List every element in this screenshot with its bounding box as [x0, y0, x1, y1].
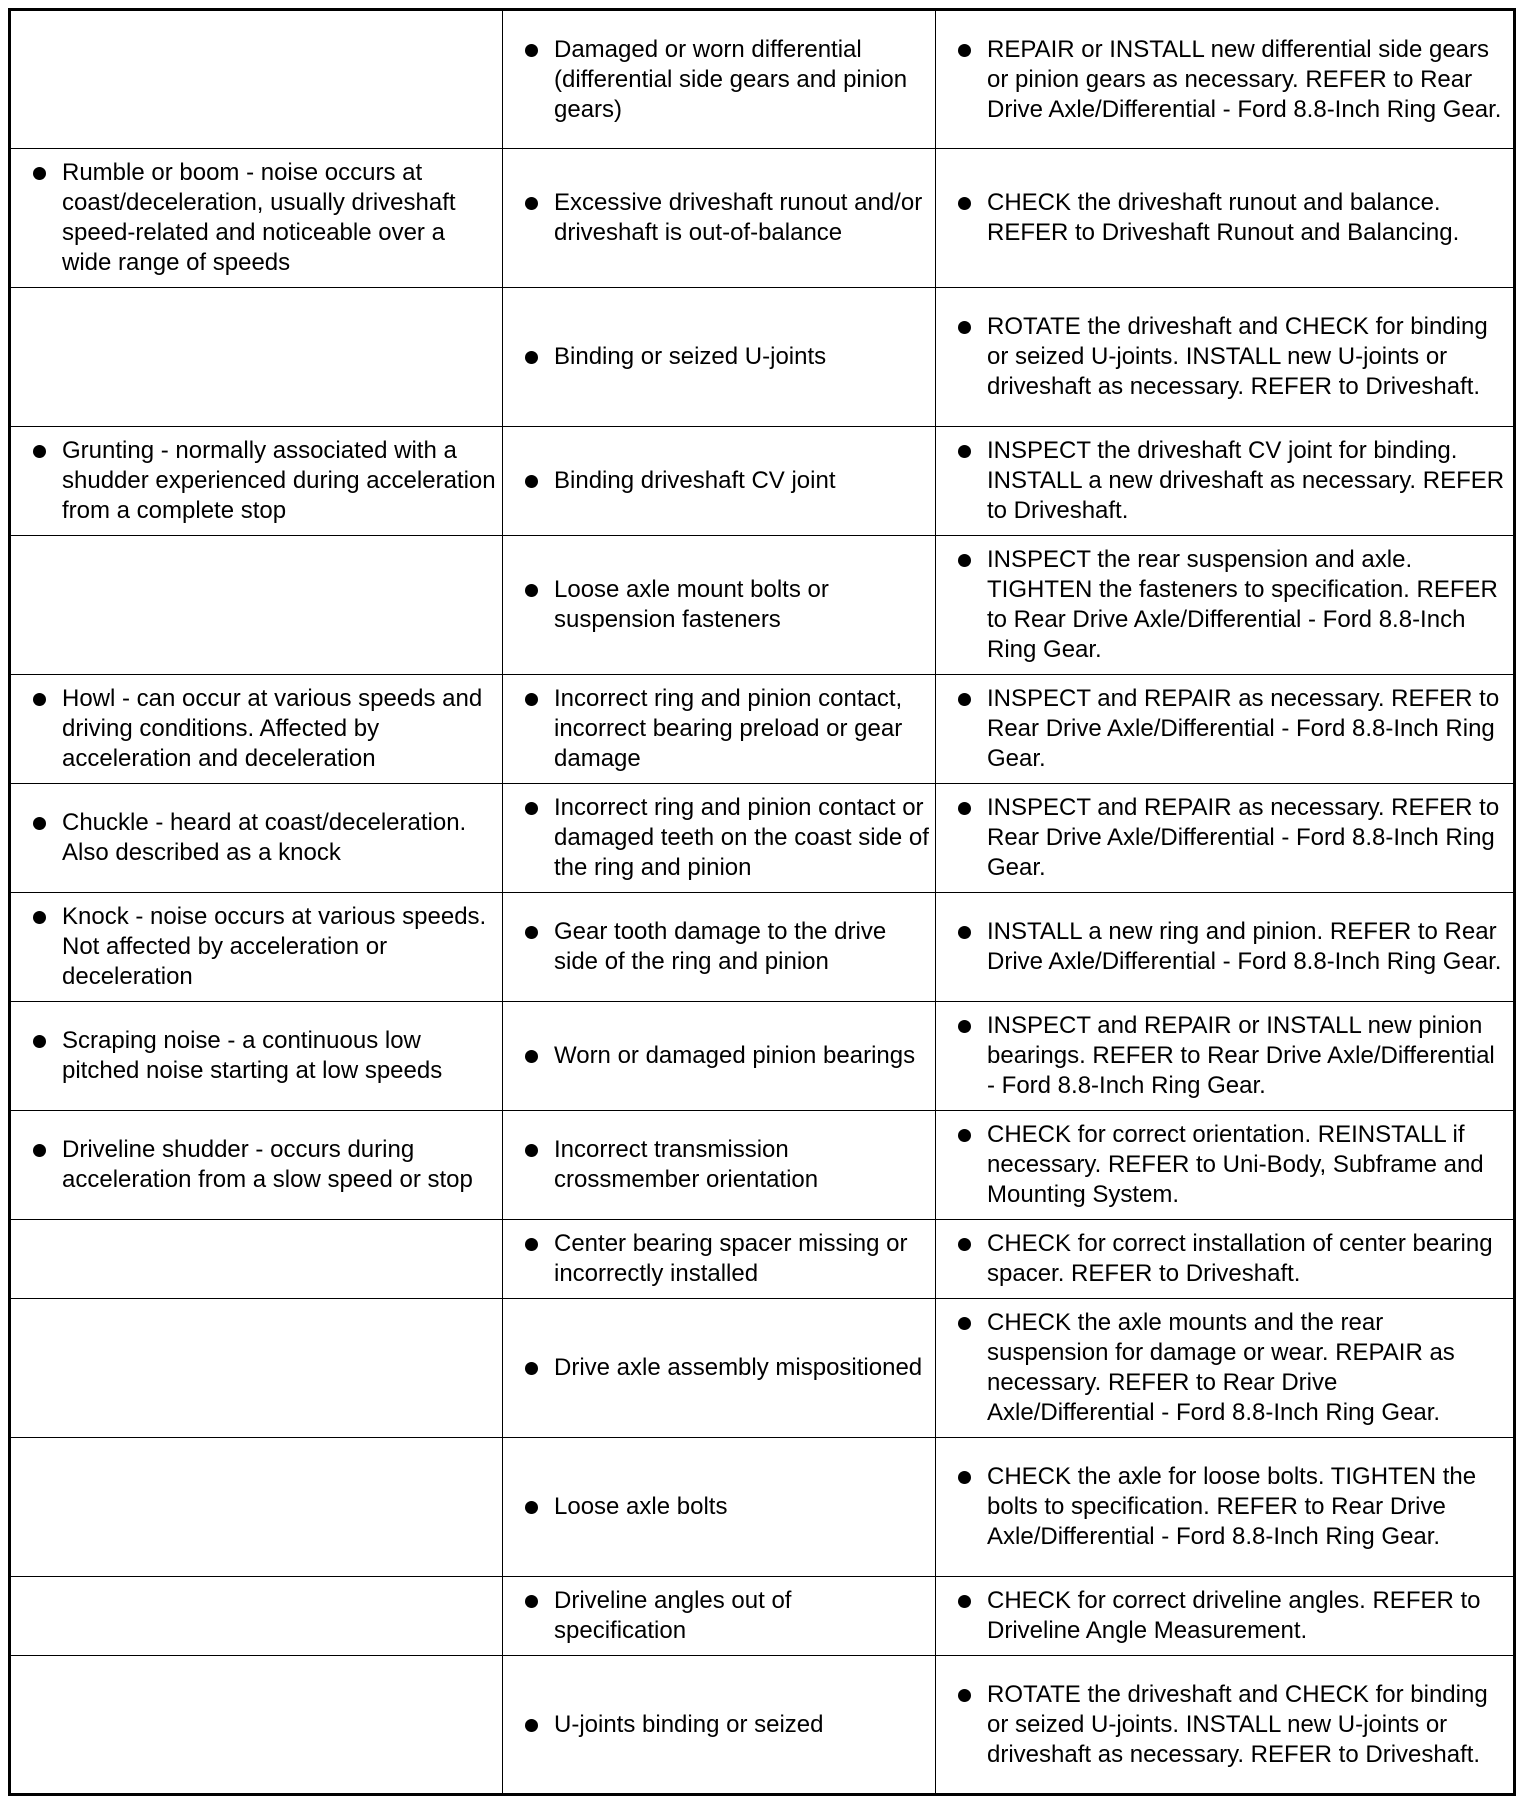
action-cell [936, 1577, 1515, 1656]
cause-text: U-joints binding or seized [554, 1710, 824, 1738]
cause-item [503, 1710, 929, 1740]
cause-item [503, 575, 929, 635]
bullet-icon [525, 1362, 538, 1375]
table-row [10, 536, 1515, 675]
cause-item [503, 1135, 929, 1195]
cause-item [503, 1492, 929, 1522]
action-text: CHECK for correct orientation. REINSTALL if necessary. REFER to Uni-Body, Subframe and Mounting System. [987, 1121, 1484, 1208]
action-item [936, 1680, 1507, 1770]
action-cell [936, 1299, 1515, 1438]
table-row [10, 1002, 1515, 1111]
action-text: REPAIR or INSTALL new differential side gears or pinion gears as necessary. REFER to Rear Drive Axle/Differential - Ford 8.8-Inch Ring Gear. [987, 35, 1502, 123]
cause-cell [503, 1656, 936, 1795]
bullet-icon [525, 1050, 538, 1063]
table-row [10, 893, 1515, 1002]
action-cell [936, 10, 1515, 149]
action-text: ROTATE the driveshaft and CHECK for binding or seized U-joints. INSTALL new U-joints or driveshaft as necessary. REFER to Driveshaft. [987, 313, 1488, 400]
bullet-icon [958, 926, 971, 939]
action-cell [936, 536, 1515, 675]
action-cell [936, 1656, 1515, 1795]
symptom-text: Rumble or boom - noise occurs at coast/deceleration, usually driveshaft speed-related and noticeable over a wide range of speeds [62, 159, 456, 276]
symptom-cell [10, 675, 503, 784]
diagnosis-table [8, 8, 1516, 1796]
symptom-text: Scraping noise - a continuous low pitched noise starting at low speeds [62, 1027, 443, 1084]
bullet-icon [958, 1129, 971, 1142]
bullet-icon [33, 1035, 46, 1048]
bullet-icon [525, 1595, 538, 1608]
bullet-icon [33, 693, 46, 706]
action-cell [936, 427, 1515, 536]
bullet-icon [958, 1317, 971, 1330]
bullet-icon [958, 693, 971, 706]
cause-text: Damaged or worn differential (differential side gears and pinion gears) [554, 35, 908, 123]
bullet-icon [958, 1238, 971, 1251]
bullet-icon [525, 44, 538, 57]
action-text: INSPECT and REPAIR or INSTALL new pinion bearings. REFER to Rear Drive Axle/Differential - Ford 8.8-Inch Ring Gear. [987, 1012, 1495, 1099]
symptom-cell [10, 1220, 503, 1299]
cause-text: Drive axle assembly mispositioned [554, 1354, 923, 1381]
action-text: CHECK the driveshaft runout and balance. REFER to Driveshaft Runout and Balancing. [987, 189, 1460, 246]
action-item [936, 1462, 1507, 1552]
bullet-icon [525, 926, 538, 939]
symptom-cell [10, 10, 503, 149]
table-row [10, 288, 1515, 427]
symptom-cell [10, 784, 503, 893]
cause-item [503, 684, 929, 774]
action-item [936, 1120, 1507, 1210]
symptom-cell [10, 1656, 503, 1795]
cause-text: Gear tooth damage to the drive side of the ring and pinion [554, 918, 887, 975]
symptom-cell [10, 149, 503, 288]
action-item [936, 1586, 1507, 1646]
symptom-text: Grunting - normally associated with a shudder experienced during acceleration from a complete stop [62, 437, 496, 524]
bullet-icon [33, 911, 46, 924]
bullet-icon [958, 197, 971, 210]
bullet-icon [958, 445, 971, 458]
action-cell [936, 1111, 1515, 1220]
action-text: CHECK for correct installation of center bearing spacer. REFER to Driveshaft. [987, 1230, 1493, 1287]
action-item [936, 35, 1507, 125]
table-row [10, 427, 1515, 536]
symptom-item [11, 902, 496, 992]
bullet-icon [958, 1020, 971, 1033]
action-cell [936, 1002, 1515, 1111]
table-row [10, 1438, 1515, 1577]
symptom-item [11, 808, 496, 868]
cause-cell [503, 149, 936, 288]
symptom-item [11, 1135, 496, 1195]
action-cell [936, 893, 1515, 1002]
table-row [10, 1299, 1515, 1438]
bullet-icon [525, 1719, 538, 1732]
action-text: CHECK the axle for loose bolts. TIGHTEN the bolts to specification. REFER to Rear Drive Axle/Differential - Ford 8.8-Inch Ring Gear. [987, 1463, 1477, 1550]
symptom-item [11, 158, 496, 278]
bullet-icon [525, 584, 538, 597]
cause-text: Binding or seized U-joints [554, 343, 827, 370]
symptom-item [11, 684, 496, 774]
table-row [10, 10, 1515, 149]
cause-cell [503, 427, 936, 536]
action-cell [936, 149, 1515, 288]
bullet-icon [958, 802, 971, 815]
bullet-icon [958, 1595, 971, 1608]
cause-text: Incorrect transmission crossmember orientation [554, 1136, 819, 1193]
action-cell [936, 1438, 1515, 1577]
cause-cell [503, 1111, 936, 1220]
action-text: INSTALL a new ring and pinion. REFER to Rear Drive Axle/Differential - Ford 8.8-Inch Ring Gear. [987, 918, 1502, 975]
table-row [10, 1577, 1515, 1656]
action-text: INSPECT and REPAIR as necessary. REFER to Rear Drive Axle/Differential - Ford 8.8-Inch Ring Gear. [987, 794, 1500, 881]
symptom-cell [10, 1438, 503, 1577]
symptom-cell [10, 427, 503, 536]
bullet-icon [525, 197, 538, 210]
action-text: CHECK the axle mounts and the rear suspension for damage or wear. REPAIR as necessary. REFER to Rear Drive Axle/Differential - Ford 8.8-Inch Ring Gear. [987, 1309, 1455, 1426]
table-row [10, 1656, 1515, 1795]
bullet-icon [33, 445, 46, 458]
cause-text: Binding driveshaft CV joint [554, 467, 836, 494]
cause-item [503, 35, 929, 125]
cause-text: Incorrect ring and pinion contact, incorrect bearing preload or gear damage [554, 685, 903, 772]
action-item [936, 917, 1507, 977]
cause-cell [503, 1299, 936, 1438]
action-text: INSPECT the rear suspension and axle. TIGHTEN the fasteners to specification. REFER to Rear Drive Axle/Differential - Ford 8.8-Inch Ring Gear. [987, 546, 1498, 663]
action-item [936, 1308, 1507, 1428]
action-cell [936, 784, 1515, 893]
cause-text: Loose axle mount bolts or suspension fasteners [554, 576, 829, 633]
table-row [10, 784, 1515, 893]
symptom-text: Howl - can occur at various speeds and driving conditions. Affected by acceleration and deceleration [62, 685, 483, 772]
action-item [936, 312, 1507, 402]
action-text: INSPECT the driveshaft CV joint for binding. INSTALL a new driveshaft as necessary. REFER to Driveshaft. [987, 437, 1505, 524]
cause-item [503, 793, 929, 883]
bullet-icon [958, 554, 971, 567]
cause-cell [503, 675, 936, 784]
cause-cell [503, 10, 936, 149]
symptom-cell [10, 1577, 503, 1656]
action-item [936, 188, 1507, 248]
cause-item [503, 1353, 929, 1383]
bullet-icon [525, 802, 538, 815]
action-item [936, 1229, 1507, 1289]
table-row [10, 149, 1515, 288]
action-text: CHECK for correct driveline angles. REFER to Driveline Angle Measurement. [987, 1587, 1481, 1644]
cause-cell [503, 1438, 936, 1577]
bullet-icon [958, 1471, 971, 1484]
cause-text: Worn or damaged pinion bearings [554, 1042, 916, 1069]
bullet-icon [525, 1144, 538, 1157]
symptom-item [11, 436, 496, 526]
cause-item [503, 188, 929, 248]
action-item [936, 436, 1507, 526]
bullet-icon [525, 1501, 538, 1514]
table-row [10, 1220, 1515, 1299]
bullet-icon [525, 693, 538, 706]
table-row [10, 1111, 1515, 1220]
diagnosis-table-body [10, 10, 1515, 1795]
symptom-cell [10, 536, 503, 675]
cause-cell [503, 536, 936, 675]
bullet-icon [33, 167, 46, 180]
bullet-icon [958, 321, 971, 334]
cause-text: Center bearing spacer missing or incorrectly installed [554, 1230, 908, 1287]
action-item [936, 793, 1507, 883]
bullet-icon [33, 1144, 46, 1157]
bullet-icon [958, 44, 971, 57]
symptom-text: Knock - noise occurs at various speeds. Not affected by acceleration or deceleration [62, 903, 487, 990]
symptom-cell [10, 1299, 503, 1438]
action-cell [936, 675, 1515, 784]
symptom-cell [10, 1111, 503, 1220]
action-text: ROTATE the driveshaft and CHECK for binding or seized U-joints. INSTALL new U-joints or driveshaft as necessary. REFER to Driveshaft. [987, 1680, 1488, 1768]
cause-text: Driveline angles out of specification [554, 1587, 792, 1644]
symptom-cell [10, 288, 503, 427]
cause-text: Incorrect ring and pinion contact or damaged teeth on the coast side of the ring and pinion [554, 794, 929, 881]
action-cell [936, 1220, 1515, 1299]
cause-cell [503, 1220, 936, 1299]
cause-item [503, 342, 929, 372]
cause-item [503, 1229, 929, 1289]
bullet-icon [525, 351, 538, 364]
action-item [936, 1011, 1507, 1101]
action-cell [936, 288, 1515, 427]
cause-text: Loose axle bolts [554, 1493, 728, 1520]
action-item [936, 684, 1507, 774]
bullet-icon [33, 817, 46, 830]
bullet-icon [525, 1238, 538, 1251]
cause-cell [503, 288, 936, 427]
cause-cell [503, 1002, 936, 1111]
symptom-item [11, 1026, 496, 1086]
table-row [10, 675, 1515, 784]
symptom-cell [10, 1002, 503, 1111]
cause-item [503, 1041, 929, 1071]
cause-cell [503, 784, 936, 893]
action-text: INSPECT and REPAIR as necessary. REFER to Rear Drive Axle/Differential - Ford 8.8-Inch Ring Gear. [987, 685, 1500, 772]
cause-cell [503, 1577, 936, 1656]
action-item [936, 545, 1507, 665]
cause-cell [503, 893, 936, 1002]
cause-text: Excessive driveshaft runout and/or driveshaft is out-of-balance [554, 189, 923, 246]
symptom-cell [10, 893, 503, 1002]
bullet-icon [525, 475, 538, 488]
symptom-text: Driveline shudder - occurs during acceleration from a slow speed or stop [62, 1136, 473, 1193]
cause-item [503, 917, 929, 977]
cause-item [503, 1586, 929, 1646]
bullet-icon [958, 1689, 971, 1702]
cause-item [503, 466, 929, 496]
symptom-text: Chuckle - heard at coast/deceleration. Also described as a knock [62, 809, 467, 866]
